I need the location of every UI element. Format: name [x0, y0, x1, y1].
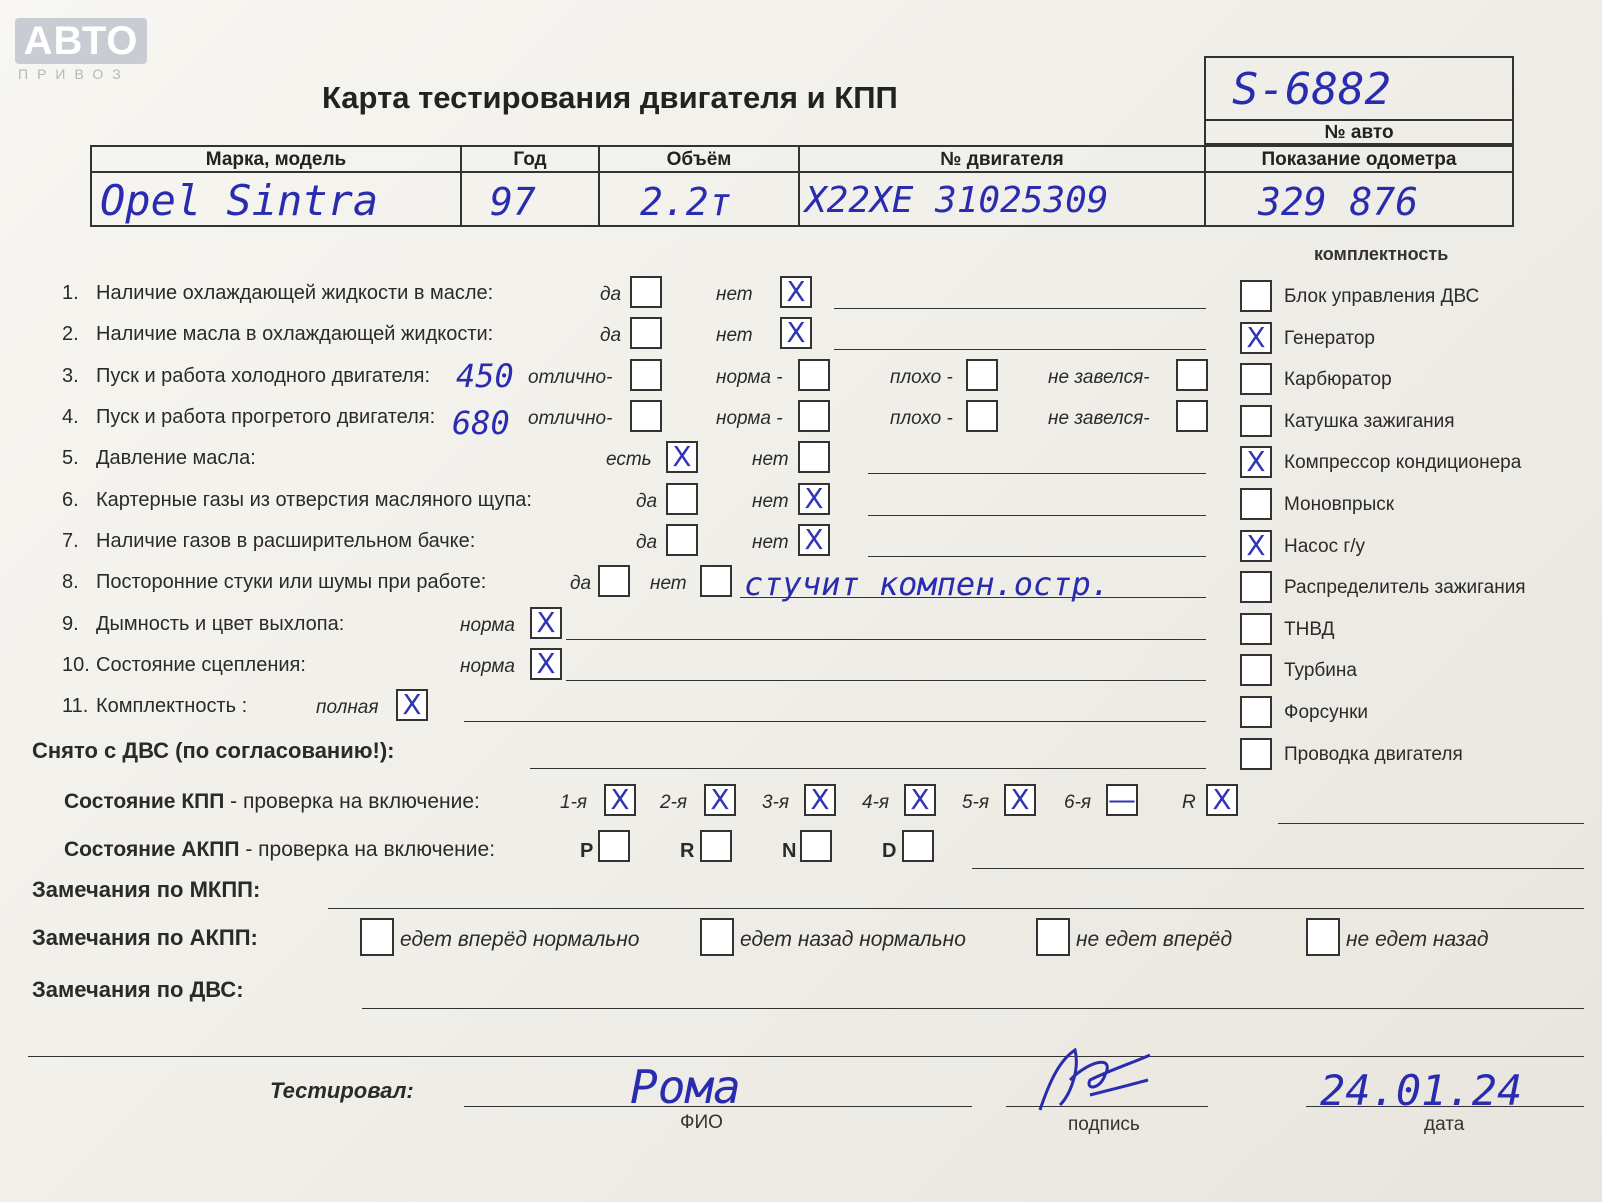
- check-mark: [632, 278, 660, 306]
- option-checkbox[interactable]: [396, 689, 428, 721]
- option-label: норма -: [716, 367, 783, 388]
- item-notes-line[interactable]: [868, 473, 1206, 474]
- option-checkbox[interactable]: [630, 276, 662, 308]
- item-number: 4.: [62, 406, 79, 428]
- item-number: 1.: [62, 282, 79, 304]
- name-caption: ФИО: [680, 1112, 723, 1133]
- kpp-notes-line[interactable]: [1278, 823, 1584, 824]
- check-mark: [800, 402, 828, 430]
- kit-checkbox[interactable]: [1240, 696, 1272, 728]
- option-label: да: [600, 284, 622, 305]
- page-title: Карта тестирования двигателя и КПП: [322, 80, 898, 115]
- option-label: нет: [752, 491, 789, 512]
- item-question: Наличие газов в расширительном бачке:: [96, 530, 476, 552]
- remarks-akpp-label: Замечания по АКПП:: [32, 925, 258, 950]
- check-mark: [1178, 361, 1206, 389]
- akpp-mode-checkbox[interactable]: [598, 830, 630, 862]
- kpp-label-rest: - проверка на включение:: [224, 790, 480, 813]
- remark-option-label: не едет назад: [1346, 928, 1489, 951]
- kit-item-label: Форсунки: [1284, 702, 1368, 723]
- remarks-mkpp-label: Замечания по МКПП:: [32, 877, 261, 902]
- check-mark: X: [810, 783, 830, 816]
- kit-item-label: Турбина: [1284, 660, 1357, 682]
- option-checkbox[interactable]: [630, 400, 662, 432]
- option-checkbox[interactable]: [598, 565, 630, 597]
- col-header-odometer: Показание одометра: [1261, 149, 1457, 170]
- gear-checkbox[interactable]: [1106, 784, 1138, 816]
- option-label: норма -: [716, 408, 783, 429]
- signature-scribble: [1030, 1040, 1160, 1120]
- option-checkbox[interactable]: [630, 359, 662, 391]
- removed-label: Снято с ДВС (по согласованию!):: [32, 738, 395, 763]
- tested-by-label: Тестировал:: [270, 1078, 414, 1103]
- check-mark: —: [1108, 783, 1136, 816]
- gear-checkbox[interactable]: [604, 784, 636, 816]
- option-checkbox[interactable]: [666, 524, 698, 556]
- option-label: да: [600, 325, 622, 346]
- kit-item-label: Компрессор кондиционера: [1284, 452, 1522, 474]
- kpp-label-bold: Состояние КПП: [64, 790, 225, 813]
- check-mark: [1242, 407, 1270, 435]
- handwritten-note: стучит компен.остр.: [744, 565, 1111, 603]
- kit-checkbox[interactable]: [1240, 488, 1272, 520]
- check-mark: [1242, 656, 1270, 684]
- kit-item-label: Генератор: [1284, 327, 1375, 349]
- akpp-mode-label: P: [580, 840, 594, 862]
- check-mark: X: [672, 440, 692, 473]
- option-checkbox[interactable]: [798, 524, 830, 556]
- kit-checkbox[interactable]: [1240, 405, 1272, 437]
- option-checkbox[interactable]: [530, 648, 562, 680]
- kit-item-label: Распределитель зажигания: [1284, 577, 1526, 599]
- option-label: отлично-: [528, 367, 613, 388]
- check-mark: X: [1246, 445, 1266, 479]
- kit-checkbox[interactable]: [1240, 530, 1272, 562]
- check-mark: X: [910, 783, 930, 816]
- check-mark: [1178, 402, 1206, 430]
- option-label: есть: [606, 449, 652, 470]
- check-mark: X: [1212, 783, 1232, 816]
- date-value: 24.01.24: [1320, 1066, 1523, 1115]
- check-mark: X: [710, 783, 730, 816]
- gear-label: 6-я: [1064, 792, 1092, 813]
- option-label: плохо -: [890, 408, 953, 429]
- check-mark: [632, 319, 660, 347]
- tester-name: Рома: [630, 1060, 741, 1114]
- item-number: 11.: [62, 695, 89, 717]
- logo-subtext: ПРИВОЗ: [18, 66, 130, 82]
- item-question: Пуск и работа прогретого двигателя:: [96, 406, 436, 428]
- item-question: Пуск и работа холодного двигателя:: [96, 365, 431, 387]
- col-header-year: Год: [513, 149, 547, 170]
- gear-checkbox[interactable]: [1206, 784, 1238, 816]
- check-mark: X: [536, 606, 556, 639]
- gear-label: 4-я: [862, 792, 890, 813]
- item-number: 9.: [62, 613, 79, 635]
- remark-option-label: едет назад нормально: [740, 928, 966, 951]
- kit-checkbox[interactable]: [1240, 363, 1272, 395]
- check-mark: [600, 832, 628, 860]
- kpp-label: [64, 790, 480, 814]
- check-mark: [1242, 698, 1270, 726]
- handwritten-note: 450: [456, 357, 514, 395]
- remarks-extra-line[interactable]: [28, 1056, 1584, 1057]
- kit-item-label: Блок управления ДВС: [1284, 286, 1480, 307]
- signature-caption: подпись: [1068, 1114, 1140, 1135]
- kit-checkbox[interactable]: [1240, 613, 1272, 645]
- check-mark: [1242, 573, 1270, 601]
- check-mark: X: [1246, 320, 1266, 354]
- check-mark: [702, 567, 730, 595]
- check-mark: X: [402, 688, 422, 721]
- check-mark: [800, 361, 828, 389]
- item-number: 6.: [62, 489, 79, 511]
- akpp-label-bold: Состояние АКПП: [64, 838, 240, 861]
- option-label: да: [636, 491, 658, 512]
- remark-option-checkbox[interactable]: [1036, 918, 1070, 956]
- col-header-volume: Объём: [666, 149, 732, 170]
- check-mark: [600, 567, 628, 595]
- item-question: Дымность и цвет выхлопа:: [96, 613, 345, 635]
- kit-checkbox[interactable]: [1240, 322, 1272, 354]
- year-value: 97: [490, 180, 536, 224]
- col-header-engine-no: № двигателя: [940, 149, 1064, 170]
- item-notes-line[interactable]: [868, 556, 1206, 557]
- odometer-value: 329 876: [1258, 180, 1419, 224]
- kit-checkbox[interactable]: [1240, 654, 1272, 686]
- item-number: 3.: [62, 365, 79, 387]
- signature-stroke: [1040, 1050, 1150, 1110]
- item-question: Наличие масла в охлаждающей жидкости:: [96, 323, 494, 345]
- engine-number-value: X22XE 31025309: [805, 180, 1109, 221]
- option-label: не завелся-: [1048, 408, 1150, 429]
- check-mark: [904, 832, 932, 860]
- kit-item-label: Катушка зажигания: [1284, 410, 1455, 432]
- gear-label: 3-я: [762, 792, 790, 813]
- kit-checkbox[interactable]: [1240, 738, 1272, 770]
- kit-title: комплектность: [1314, 244, 1449, 264]
- option-label: нет: [650, 573, 687, 594]
- check-mark: [702, 832, 730, 860]
- col-header-brand: Марка, модель: [205, 149, 347, 170]
- kit-item-label: Моновпрыск: [1284, 494, 1395, 515]
- option-label: да: [636, 532, 658, 553]
- check-mark: [968, 361, 996, 389]
- option-checkbox[interactable]: [966, 400, 998, 432]
- option-checkbox[interactable]: [1176, 400, 1208, 432]
- item-number: 10.: [62, 654, 90, 676]
- item-question: Комплектность :: [96, 695, 248, 717]
- remarks-dvs-label: Замечания по ДВС:: [32, 977, 244, 1002]
- option-checkbox[interactable]: [780, 317, 812, 349]
- option-checkbox[interactable]: [780, 276, 812, 308]
- check-mark: [1242, 365, 1270, 393]
- check-mark: [668, 526, 696, 554]
- option-label: да: [570, 573, 592, 594]
- gear-checkbox[interactable]: [904, 784, 936, 816]
- option-checkbox[interactable]: [798, 441, 830, 473]
- remarks-dvs-line[interactable]: [362, 1008, 1584, 1009]
- gear-label: 2-я: [660, 792, 688, 813]
- brand-model-value: Opel Sintra: [100, 176, 379, 225]
- check-mark: X: [804, 482, 824, 515]
- item-notes-line[interactable]: [566, 680, 1206, 681]
- check-mark: [632, 402, 660, 430]
- gear-checkbox[interactable]: [804, 784, 836, 816]
- check-mark: [802, 832, 830, 860]
- option-checkbox[interactable]: [700, 565, 732, 597]
- kit-item-label: ТНВД: [1284, 618, 1335, 640]
- check-mark: [1242, 615, 1270, 643]
- item-number: 7.: [62, 530, 79, 552]
- remark-option-label: едет вперёд нормально: [400, 928, 640, 951]
- check-mark: X: [1010, 783, 1030, 816]
- akpp-label: [64, 838, 495, 862]
- item-question: Посторонние стуки или шумы при работе:: [96, 571, 487, 593]
- item-question: Наличие охлаждающей жидкости в масле:: [96, 282, 494, 304]
- handwritten-note: 680: [452, 404, 510, 442]
- gear-label: R: [1182, 792, 1196, 813]
- remark-option-checkbox[interactable]: [1306, 918, 1340, 956]
- option-label: норма: [460, 615, 515, 636]
- akpp-mode-checkbox[interactable]: [800, 830, 832, 862]
- volume-value: 2.2т: [640, 180, 732, 224]
- option-label: нет: [752, 532, 789, 553]
- date-caption: дата: [1424, 1114, 1465, 1135]
- remark-option-label: не едет вперёд: [1076, 928, 1233, 951]
- kit-item-label: Насос г/у: [1284, 535, 1366, 557]
- option-checkbox[interactable]: [630, 317, 662, 349]
- option-label: не завелся-: [1048, 367, 1150, 388]
- check-mark: X: [536, 647, 556, 680]
- option-checkbox[interactable]: [798, 483, 830, 515]
- option-label: плохо -: [890, 367, 953, 388]
- logo-text: АВТО: [23, 19, 139, 63]
- kit-item-label: Карбюратор: [1284, 369, 1392, 391]
- option-checkbox[interactable]: [966, 359, 998, 391]
- remark-option-checkbox[interactable]: [700, 918, 734, 956]
- check-mark: [1242, 740, 1270, 768]
- item-question: Картерные газы из отверстия масляного щупа:: [96, 489, 532, 511]
- kit-checkbox[interactable]: [1240, 571, 1272, 603]
- option-checkbox[interactable]: [798, 359, 830, 391]
- akpp-notes-line[interactable]: [972, 868, 1584, 869]
- option-label: отлично-: [528, 408, 613, 429]
- check-mark: X: [786, 316, 806, 349]
- option-label: нет: [752, 449, 789, 470]
- akpp-mode-label: R: [680, 840, 695, 862]
- item-notes-line[interactable]: [566, 639, 1206, 640]
- check-mark: X: [786, 275, 806, 308]
- remarks-mkpp-line[interactable]: [328, 908, 1584, 909]
- akpp-mode-checkbox[interactable]: [700, 830, 732, 862]
- remark-option-checkbox[interactable]: [360, 918, 394, 956]
- option-checkbox[interactable]: [798, 400, 830, 432]
- item-question: Давление масла:: [96, 447, 256, 469]
- check-mark: X: [1246, 528, 1266, 562]
- gear-label: 1-я: [560, 792, 588, 813]
- item-number: 5.: [62, 447, 79, 469]
- option-label: нет: [716, 284, 753, 305]
- check-mark: [668, 485, 696, 513]
- avtoprivoz-logo: [15, 18, 147, 64]
- kit-checkbox[interactable]: [1240, 446, 1272, 478]
- item-notes-line[interactable]: [868, 515, 1206, 516]
- gear-checkbox[interactable]: [1004, 784, 1036, 816]
- akpp-mode-label: N: [782, 840, 797, 862]
- gear-label: 5-я: [962, 792, 990, 813]
- check-mark: [632, 361, 660, 389]
- kit-checkbox[interactable]: [1240, 280, 1272, 312]
- check-mark: X: [610, 783, 630, 816]
- item-notes-line[interactable]: [464, 721, 1206, 722]
- auto-number-label: № авто: [1324, 122, 1394, 143]
- item-notes-line[interactable]: [834, 349, 1206, 350]
- item-notes-line[interactable]: [834, 308, 1206, 309]
- akpp-label-rest: - проверка на включение:: [239, 838, 496, 861]
- removed-line[interactable]: [530, 768, 1206, 769]
- option-label: норма: [460, 656, 515, 677]
- check-mark: [968, 402, 996, 430]
- option-checkbox[interactable]: [1176, 359, 1208, 391]
- item-number: 2.: [62, 323, 79, 345]
- kit-item-label: Проводка двигателя: [1284, 743, 1463, 765]
- check-mark: [1242, 490, 1270, 518]
- option-checkbox[interactable]: [666, 483, 698, 515]
- check-mark: [800, 443, 828, 471]
- option-checkbox[interactable]: [666, 441, 698, 473]
- item-number: 8.: [62, 571, 79, 593]
- akpp-mode-label: D: [882, 840, 897, 862]
- gear-checkbox[interactable]: [704, 784, 736, 816]
- check-mark: X: [804, 523, 824, 556]
- option-label: нет: [716, 325, 753, 346]
- option-checkbox[interactable]: [530, 607, 562, 639]
- auto-number-value: S-6882: [1232, 64, 1391, 115]
- item-question: Состояние сцепления:: [96, 654, 306, 676]
- option-label: полная: [316, 697, 379, 718]
- check-mark: [1242, 282, 1270, 310]
- akpp-mode-checkbox[interactable]: [902, 830, 934, 862]
